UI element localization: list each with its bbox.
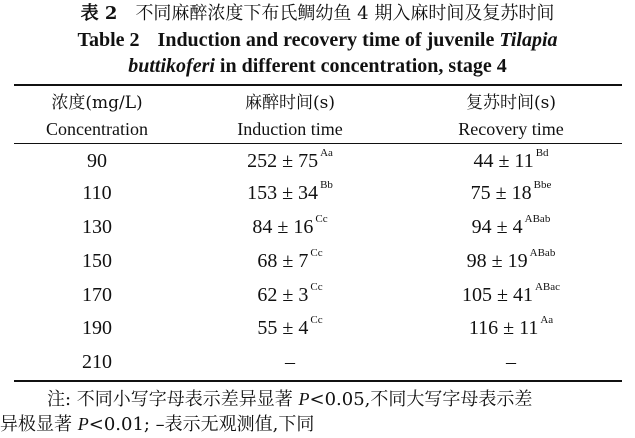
cell-induction <box>180 177 400 211</box>
note-text: 注: 不同小写字母表示差异显著 <box>47 389 299 410</box>
table-row <box>14 177 622 211</box>
cell-value: 84 ± 16 <box>252 215 314 238</box>
cell-significance: ABac <box>534 280 561 293</box>
table-row <box>14 143 622 177</box>
header-en: Induction time <box>237 118 343 139</box>
header-en: Recovery time <box>458 118 564 139</box>
cell-recovery <box>400 312 622 346</box>
cell-value: 68 ± 7 <box>257 249 309 272</box>
cell-significance: Cc <box>310 246 323 259</box>
note-text: 异极显著 <box>0 414 78 435</box>
note-p-symbol: P <box>77 414 89 434</box>
header-recovery <box>400 86 622 143</box>
cell-significance: Bbe <box>533 179 552 192</box>
cell-induction <box>180 346 400 380</box>
cell-value: 62 ± 3 <box>257 283 309 306</box>
cell-significance: Cc <box>315 212 328 225</box>
data-table <box>14 86 622 380</box>
cell-significance: Aa <box>320 147 333 160</box>
table-row <box>14 346 622 380</box>
cell-concentration: 190 <box>82 317 112 340</box>
header-row <box>14 86 622 143</box>
cell-value: 98 ± 19 <box>466 249 528 272</box>
cell-significance: Bd <box>535 147 549 160</box>
cell-concentration: 170 <box>82 283 112 306</box>
cell-significance: Bb <box>320 179 333 192</box>
cell-recovery <box>400 244 622 278</box>
cell-recovery <box>400 278 622 312</box>
cell-value: 44 ± 11 <box>473 150 534 173</box>
cell-value: 75 ± 18 <box>470 182 532 205</box>
table-caption-en-line1 <box>0 27 635 53</box>
table-row <box>14 312 622 346</box>
cell-recovery <box>400 177 622 211</box>
table-caption-en-line2 <box>0 53 635 79</box>
table-row <box>14 278 622 312</box>
table-caption-zh <box>0 2 635 26</box>
cell-value: 55 ± 4 <box>257 317 309 340</box>
cell-induction <box>180 244 400 278</box>
table-title-zh: 不同麻醉浓度下布氏鲷幼鱼 4 期入麻时间及复苏时间 <box>135 3 555 24</box>
cell-significance: Aa <box>540 314 554 327</box>
cell-concentration: 210 <box>82 351 112 374</box>
cell-value: 116 ± 11 <box>468 317 539 340</box>
cell-value: 105 ± 41 <box>461 283 533 306</box>
species-genus: Tilapia <box>499 29 558 51</box>
table-note-line2 <box>0 411 635 438</box>
table-bottom-rule <box>14 380 622 382</box>
species-epithet: buttikoferi <box>128 55 215 77</box>
cell-value: 153 ± 34 <box>247 182 319 205</box>
table-row <box>14 244 622 278</box>
header-en: Concentration <box>46 118 148 139</box>
cell-concentration: 110 <box>82 182 112 205</box>
table-note-line1 <box>47 386 635 413</box>
table-label-zh: 表 2 <box>80 3 118 24</box>
cell-significance: ABab <box>524 212 551 225</box>
cell-value: 94 ± 4 <box>471 215 523 238</box>
cell-significance: Cc <box>310 280 323 293</box>
cell-value: – <box>285 351 295 374</box>
cell-significance: ABab <box>529 246 556 259</box>
table-title-en-line2: in different concentration, stage 4 <box>219 55 507 77</box>
cell-recovery <box>400 211 622 245</box>
cell-concentration: 90 <box>87 150 107 173</box>
note-text: <0.05,不同大写字母表示差 <box>309 389 533 410</box>
note-p-symbol: P <box>298 389 310 409</box>
cell-concentration: 150 <box>82 249 112 272</box>
header-concentration <box>14 86 180 143</box>
cell-induction <box>180 211 400 245</box>
table-row <box>14 211 622 245</box>
cell-recovery <box>400 143 622 177</box>
cell-significance: Cc <box>310 314 323 327</box>
cell-concentration: 130 <box>82 215 112 238</box>
header-induction <box>180 86 400 143</box>
cell-induction <box>180 312 400 346</box>
cell-induction <box>180 278 400 312</box>
header-zh: 复苏时间(s) <box>466 92 556 113</box>
table-label-en: Table 2 <box>77 29 140 51</box>
header-zh: 麻醉时间(s) <box>245 92 335 113</box>
header-zh: 浓度(mg/L) <box>51 92 143 113</box>
cell-induction <box>180 143 400 177</box>
cell-value: 252 ± 75 <box>247 150 319 173</box>
cell-recovery <box>400 346 622 380</box>
table-title-en-line1: Induction and recovery time of juvenile <box>157 29 495 51</box>
note-text: <0.01; –表示无观测值,下同 <box>88 414 315 435</box>
cell-value: – <box>506 351 516 374</box>
